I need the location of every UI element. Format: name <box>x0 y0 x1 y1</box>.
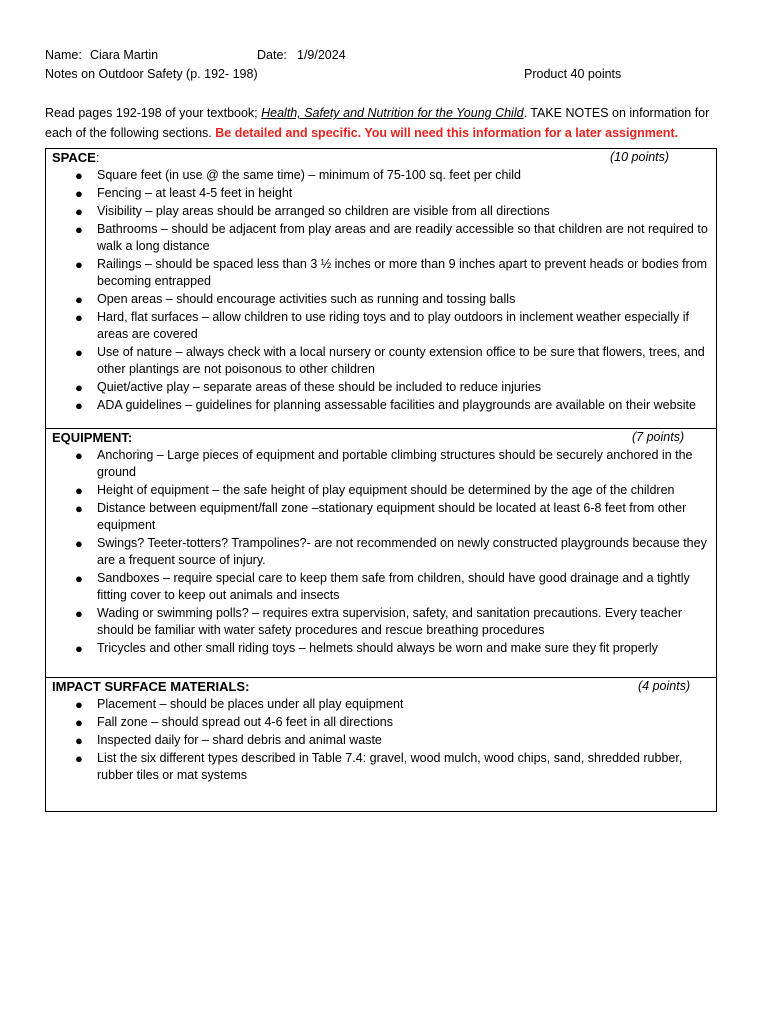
bullet-icon: ● <box>75 641 83 656</box>
header-row-2 <box>45 66 717 85</box>
list-item-text: Distance between equipment/fall zone –stationary equipment should be located at least 6-8 feet from other equipment <box>97 501 687 532</box>
bullet-icon: ● <box>75 733 83 748</box>
student-name: Ciara Martin <box>90 48 159 62</box>
list-item <box>75 714 708 732</box>
header-row-1 <box>45 47 717 66</box>
notes-title: Notes on Outdoor Safety (p. 192- 198) <box>45 67 258 81</box>
list-item <box>75 379 708 397</box>
bullet-icon: ● <box>75 606 83 621</box>
section-points: (4 points) <box>638 679 691 693</box>
section-impact-surface <box>46 677 716 811</box>
space-notes-list <box>46 167 716 415</box>
bullet-icon: ● <box>75 697 83 712</box>
section-points: (10 points) <box>610 150 670 164</box>
list-item-text: Use of nature – always check with a local nursery or county extension office to be sure that flowers, trees, and other plantings are not poisonous to other children <box>97 345 705 376</box>
list-item-text: Bathrooms – should be adjacent from play areas and are readily accessible so that children are not required to walk a long distance <box>97 222 708 253</box>
bullet-icon: ● <box>75 292 83 307</box>
list-item <box>75 256 708 291</box>
bullet-icon: ● <box>75 571 83 586</box>
book-title: Health, Safety and Nutrition for the Young Child <box>261 106 524 120</box>
list-item-text: Quiet/active play – separate areas of these should be included to reduce injuries <box>97 380 542 394</box>
list-item <box>75 570 708 605</box>
list-item <box>75 696 708 714</box>
list-item <box>75 167 708 185</box>
list-item-text: Inspected daily for – shard debris and animal waste <box>97 733 382 747</box>
list-item <box>75 397 708 415</box>
impact-notes-list <box>46 696 716 785</box>
list-item <box>75 203 708 221</box>
list-item-text: Railings – should be spaced less than 3 ½ inches or more than 9 inches apart to prevent heads or bodies from becoming entrapped <box>97 257 708 288</box>
section-header <box>46 678 716 696</box>
list-item-text: Visibility – play areas should be arranged so children are visible from all directions <box>97 204 550 218</box>
list-item <box>75 309 708 344</box>
notes-table <box>45 148 717 812</box>
bullet-icon: ● <box>75 222 83 237</box>
list-item-text: Anchoring – Large pieces of equipment and portable climbing structures should be securely anchored in the ground <box>97 448 693 479</box>
list-item-text: List the six different types described in Table 7.4: gravel, wood mulch, wood chips, sand, shredded rubber, rubber tiles or mat systems <box>97 751 683 782</box>
section-header <box>46 149 716 167</box>
bullet-icon: ● <box>75 398 83 413</box>
list-item-text: Fencing – at least 4-5 feet in height <box>97 186 293 200</box>
bullet-icon: ● <box>75 186 83 201</box>
list-item-text: Swings? Teeter-totters? Trampolines?- are not recommended on newly constructed playgrounds because they are a frequent source of injury. <box>97 536 707 567</box>
bullet-icon: ● <box>75 448 83 463</box>
list-item <box>75 447 708 482</box>
list-item <box>75 291 708 309</box>
section-title-colon: : <box>95 150 100 165</box>
list-item <box>75 482 708 500</box>
bullet-icon: ● <box>75 380 83 395</box>
list-item-text: ADA guidelines – guidelines for planning assessable facilities and playgrounds are available on their website <box>97 398 696 412</box>
list-item <box>75 750 708 785</box>
section-points: (7 points) <box>632 430 685 444</box>
bullet-icon: ● <box>75 168 83 183</box>
list-item-text: Fall zone – should spread out 4-6 feet in all directions <box>97 715 394 729</box>
bullet-icon: ● <box>75 345 83 360</box>
bullet-icon: ● <box>75 751 83 766</box>
list-item-text: Wading or swimming polls? – requires extra supervision, safety, and sanitation precautions. Every teacher should be familiar with water safety procedures and rescue breathing procedures <box>97 606 683 637</box>
bullet-icon: ● <box>75 310 83 325</box>
list-item <box>75 535 708 570</box>
list-item <box>75 500 708 535</box>
section-space <box>46 149 716 428</box>
name-label: Name: <box>45 48 82 62</box>
date-label: Date: <box>257 48 287 62</box>
date-value: 1/9/2024 <box>297 48 346 62</box>
section-title: EQUIPMENT: <box>52 430 133 445</box>
section-title: SPACE <box>52 150 96 165</box>
instructions-warning: Be detailed and specific. You will need this information for a later assignment. <box>215 126 679 140</box>
list-item-text: Open areas – should encourage activities such as running and tossing balls <box>97 292 516 306</box>
product-points: Product 40 points <box>524 67 622 81</box>
list-item <box>75 221 708 256</box>
section-header <box>46 429 716 447</box>
bullet-icon: ● <box>75 483 83 498</box>
bullet-icon: ● <box>75 536 83 551</box>
list-item <box>75 640 708 658</box>
bullet-icon: ● <box>75 501 83 516</box>
worksheet-page <box>45 47 717 812</box>
bullet-icon: ● <box>75 257 83 272</box>
list-item-text: Sandboxes – require special care to keep them safe from children, should have good drainage and a tightly fitting cover to keep out animals and insects <box>97 571 690 602</box>
list-item <box>75 185 708 203</box>
equipment-notes-list <box>46 447 716 658</box>
instructions <box>45 103 717 143</box>
list-item <box>75 344 708 379</box>
list-item <box>75 605 708 640</box>
list-item-text: Height of equipment – the safe height of play equipment should be determined by the age of the children <box>97 483 675 497</box>
bullet-icon: ● <box>75 715 83 730</box>
list-item-text: Square feet (in use @ the same time) – minimum of 75-100 sq. feet per child <box>97 168 521 182</box>
bullet-icon: ● <box>75 204 83 219</box>
list-item-text: Placement – should be places under all play equipment <box>97 697 404 711</box>
list-item <box>75 732 708 750</box>
instructions-part2: . TAKE NOTES on information for each of the following sections. <box>45 106 710 140</box>
section-equipment <box>46 428 716 677</box>
list-item-text: Tricycles and other small riding toys – helmets should always be worn and make sure they fit properly <box>97 641 658 655</box>
list-item-text: Hard, flat surfaces – allow children to use riding toys and to play outdoors in inclement weather especially if areas are covered <box>97 310 689 341</box>
instructions-part1: Read pages 192-198 of your textbook; <box>45 106 262 120</box>
section-title: IMPACT SURFACE MATERIALS: <box>52 679 250 694</box>
